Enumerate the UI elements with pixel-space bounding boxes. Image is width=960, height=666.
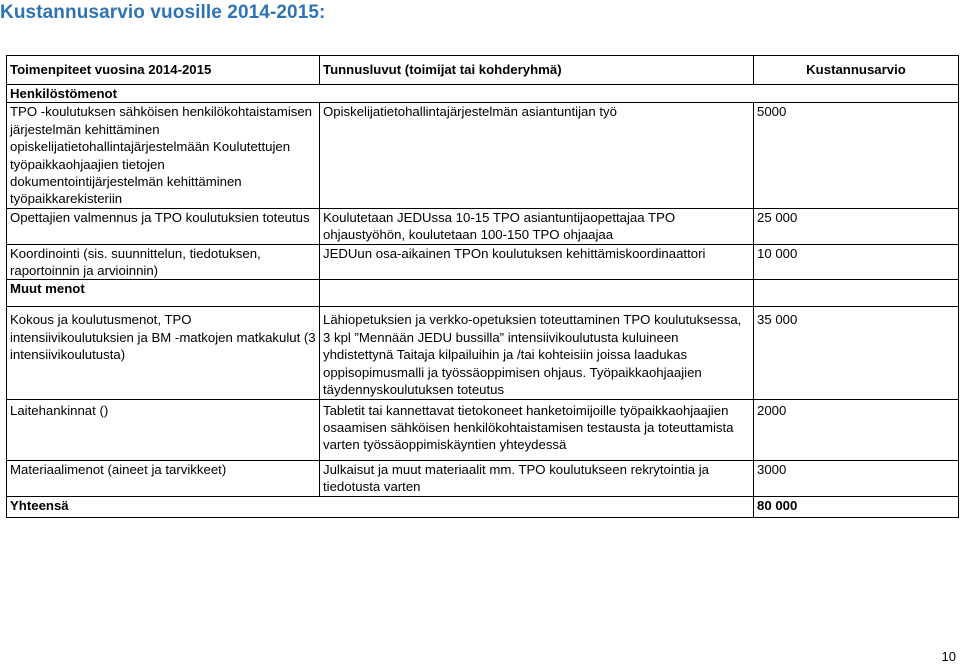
row-amount: 3000 <box>754 460 959 496</box>
table-row <box>7 460 959 496</box>
budget-table <box>6 55 959 518</box>
row-indicators: Lähiopetuksien ja verkko-opetuksien toteuttaminen TPO koulutuksessa, 3 kpl ”Mennään JEDU bussilla” intensiivikoulutusta kuluineen yhdistettynä Taitaja kilpailuihin ja /tai kohteisiin joissa laadukas oppisopimusmalli ja työssäoppimisen ohjaus. Työpaikkaohjaajien täydennyskoulutuksen toteutus <box>320 307 754 399</box>
row-action: Koordinointi (sis. suunnittelun, tiedotuksen, raportoinnin ja arvioinnin) <box>7 244 320 280</box>
row-amount: 10 000 <box>754 244 959 280</box>
table-row <box>7 208 959 244</box>
row-action: Opettajien valmennus ja TPO koulutuksien toteutus <box>7 208 320 244</box>
page-number: 10 <box>941 649 956 664</box>
row-indicators: Koulutetaan JEDUssa 10-15 TPO asiantuntijaopettajaa TPO ohjaustyöhön, koulutetaan 100-150 TPO ohjaajaa <box>320 208 754 244</box>
row-action: Laitehankinnat () <box>7 399 320 460</box>
row-amount: 35 000 <box>754 307 959 399</box>
row-indicators: Opiskelijatietohallintajärjestelmän asiantuntijan työ <box>320 103 754 208</box>
empty-cell <box>320 280 754 307</box>
row-indicators: Tabletit tai kannettavat tietokoneet hanketoimijoille työpaikkaohjaajien osaamisen sähköisen henkilökohtaistamisen testausta ja toteuttamista varten työssäoppimiskäyntien yhteydessä <box>320 399 754 460</box>
header-budget: Kustannusarvio <box>754 56 959 85</box>
row-amount: 25 000 <box>754 208 959 244</box>
row-action: Kokous ja koulutusmenot, TPO intensiivikoulutuksien ja BM -matkojen matkakulut (3 intensiivikoulutusta) <box>7 307 320 399</box>
header-indicators: Tunnusluvut (toimijat tai kohderyhmä) <box>320 56 754 85</box>
section-label-personnel: Henkilöstömenot <box>7 85 959 103</box>
section-row-other <box>7 280 959 307</box>
total-row <box>7 496 959 517</box>
table-header-row <box>7 56 959 85</box>
empty-cell <box>754 280 959 307</box>
table-row <box>7 103 959 208</box>
total-amount: 80 000 <box>754 496 959 517</box>
table-row <box>7 307 959 399</box>
section-row-personnel <box>7 85 959 103</box>
table-row <box>7 399 959 460</box>
row-indicators: Julkaisut ja muut materiaalit mm. TPO koulutukseen rekrytointia ja tiedotusta varten <box>320 460 754 496</box>
row-action: Materiaalimenot (aineet ja tarvikkeet) <box>7 460 320 496</box>
table-row <box>7 244 959 280</box>
total-label: Yhteensä <box>7 496 754 517</box>
header-action: Toimenpiteet vuosina 2014-2015 <box>7 56 320 85</box>
row-amount: 5000 <box>754 103 959 208</box>
row-amount: 2000 <box>754 399 959 460</box>
row-indicators: JEDUun osa-aikainen TPOn koulutuksen kehittämiskoordinaattori <box>320 244 754 280</box>
section-label-other: Muut menot <box>7 280 320 307</box>
page-title: Kustannusarvio vuosille 2014-2015: <box>0 2 326 23</box>
row-action: TPO -koulutuksen sähköisen henkilökohtaistamisen järjestelmän kehittäminen opiskelijatietohallintajärjestelmään Koulutettujen työpaikkaohjaajien tietojen dokumentointijärjestelmän kehittäminen työpaikkarekisteriin <box>7 103 320 208</box>
